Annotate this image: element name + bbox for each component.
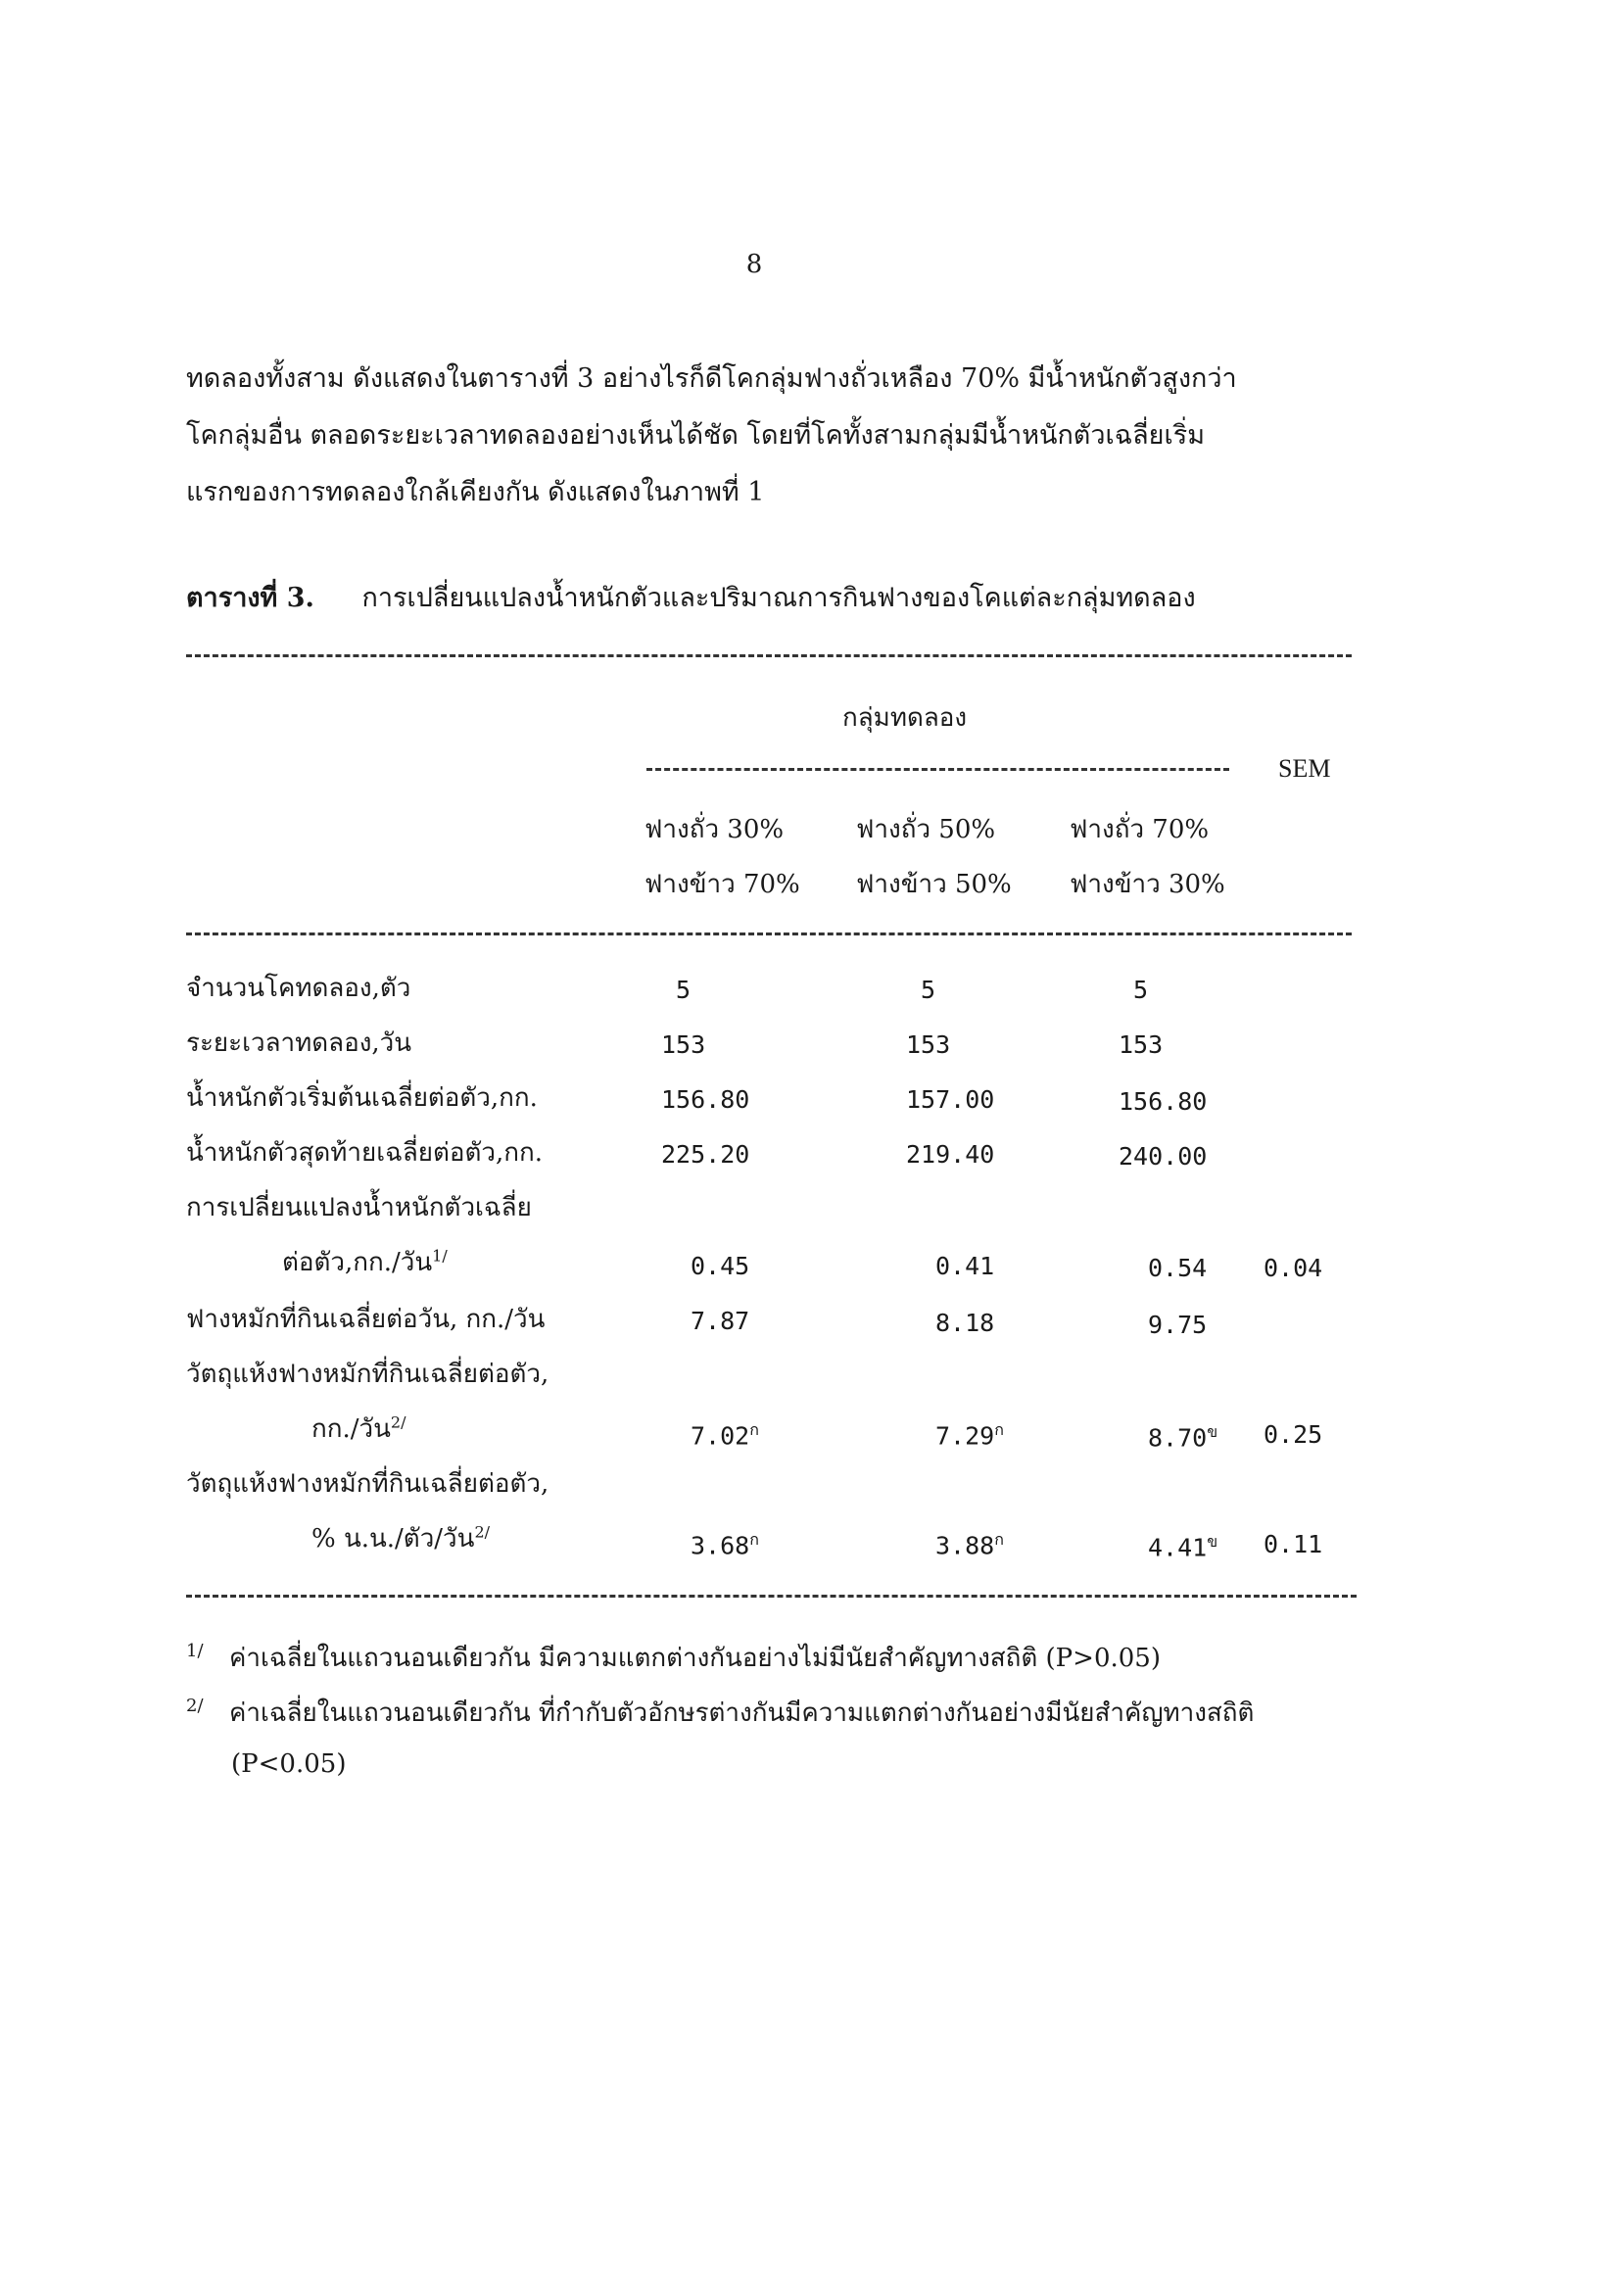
cell-value: 9.75 [1148,1311,1208,1339]
cell-value: 7.87 [691,1307,750,1335]
cell-value: $7.29^ก$ [935,1420,1004,1451]
table-header-rule [186,933,1352,935]
footnote-text: ค่าเฉลี่ยในแถวนอนเดียวกัน มีความแตกต่างกันอย่างไม่มีนัยสำคัญทางสถิติ (P>0.05) [229,1644,1161,1673]
cell-value: $8.70^ข$ [1148,1422,1218,1453]
row-label: วัตถุแห้งฟางหมักที่กินเฉลี่ยต่อตัว, [186,1469,549,1499]
row-label: การเปลี่ยนแปลงน้ำหนักตัวเฉลี่ย [186,1193,532,1222]
cell-value: 0.45 [691,1252,750,1280]
row-label-cont: กก./วัน$^{2/}$ [311,1412,406,1444]
cell-value: 156.80 [661,1085,750,1114]
row-label: น้ำหนักตัวสุดท้ายเฉลี่ยต่อตัว,กก. [186,1138,543,1168]
cell-value: 0.54 [1148,1254,1208,1282]
intro-paragraph [186,351,1361,521]
group-1-line2: ฟางข้าว 70% [644,870,800,899]
row-label: วัตถุแห้งฟางหมักที่กินเฉลี่ยต่อตัว, [186,1360,549,1389]
table-caption-text: การเปลี่ยนแปลงน้ำหนักตัวและปริมาณการกินฟางของโคแต่ละกลุ่มทดลอง [361,583,1196,613]
footnote-2 [186,1693,1254,1733]
cell-value: 153 [906,1030,951,1059]
cell-value: 5 [921,976,936,1004]
cell-value: 240.00 [1119,1142,1208,1171]
group-1-line1: ฟางถั่ว 30% [644,815,785,844]
cell-value: $7.02^ก$ [691,1420,759,1451]
row-label-cont: % น.น./ตัว/วัน$^{2/}$ [311,1522,491,1554]
cell-value: 153 [661,1030,706,1059]
page-number: 8 [745,250,763,279]
footnote-2-continuation: (P<0.05) [231,1749,347,1779]
group-header-rule [646,768,1229,771]
intro-line: แรกของการทดลองใกล้เคียงกัน ดังแสดงในภาพที่ 1 [186,477,765,507]
sem-header: SEM [1278,754,1331,783]
cell-value: 8.18 [935,1309,995,1337]
footnote-1 [186,1638,1161,1678]
cell-value: $3.88^ก$ [935,1530,1004,1560]
cell-value: 157.00 [906,1085,995,1114]
footnote-mark: 1/ [186,1641,204,1662]
table-top-rule [186,654,1352,657]
cell-value: 219.40 [906,1140,995,1169]
sem-value: 0.25 [1264,1420,1323,1449]
cell-value: 5 [676,976,692,1004]
cell-value: 156.80 [1119,1087,1208,1116]
cell-value: 5 [1133,976,1149,1004]
row-label: จำนวนโคทดลอง,ตัว [186,974,411,1003]
row-label: น้ำหนักตัวเริ่มต้นเฉลี่ยต่อตัว,กก. [186,1083,538,1113]
group-3-line1: ฟางถั่ว 70% [1070,815,1210,844]
cell-value: 153 [1119,1030,1164,1059]
sem-value: 0.11 [1264,1530,1323,1558]
group-header: กลุ่มทดลอง [842,703,968,733]
table-caption [186,576,1196,618]
table-caption-label: ตารางที่ 3. [186,583,314,613]
cell-value: 225.20 [661,1140,750,1169]
row-label: ระยะเวลาทดลอง,วัน [186,1028,412,1058]
group-2-line2: ฟางข้าว 50% [856,870,1012,899]
sem-value: 0.04 [1264,1254,1323,1282]
cell-value: 0.41 [935,1252,995,1280]
cell-value: $4.41^ข$ [1148,1532,1218,1562]
footnote-text: ค่าเฉลี่ยในแถวนอนเดียวกัน ที่กำกับตัวอักษรต่างกันมีความแตกต่างกันอย่างมีนัยสำคัญทางสถิติ [229,1698,1255,1728]
row-label-cont: ต่อตัว,กก./วัน$^{1/}$ [282,1246,448,1277]
intro-line: โคกลุ่มอื่น ตลอดระยะเวลาทดลองอย่างเห็นได้ชัด โดยที่โคทั้งสามกลุ่มมีน้ำหนักตัวเฉลี่ยเริ่ม [186,420,1206,451]
group-2-line1: ฟางถั่ว 50% [856,815,996,844]
footnote-mark: 2/ [186,1696,204,1717]
row-label: ฟางหมักที่กินเฉลี่ยต่อวัน, กก./วัน [186,1305,546,1334]
cell-value: $3.68^ก$ [691,1530,759,1560]
intro-line: ทดลองทั้งสาม ดังแสดงในตารางที่ 3 อย่างไรก็ดีโคกลุ่มฟางถั่วเหลือง 70% มีน้ำหนักตัวสูงกว่า [186,363,1237,394]
group-3-line2: ฟางข้าว 30% [1070,870,1225,899]
table-bottom-rule [186,1595,1357,1598]
